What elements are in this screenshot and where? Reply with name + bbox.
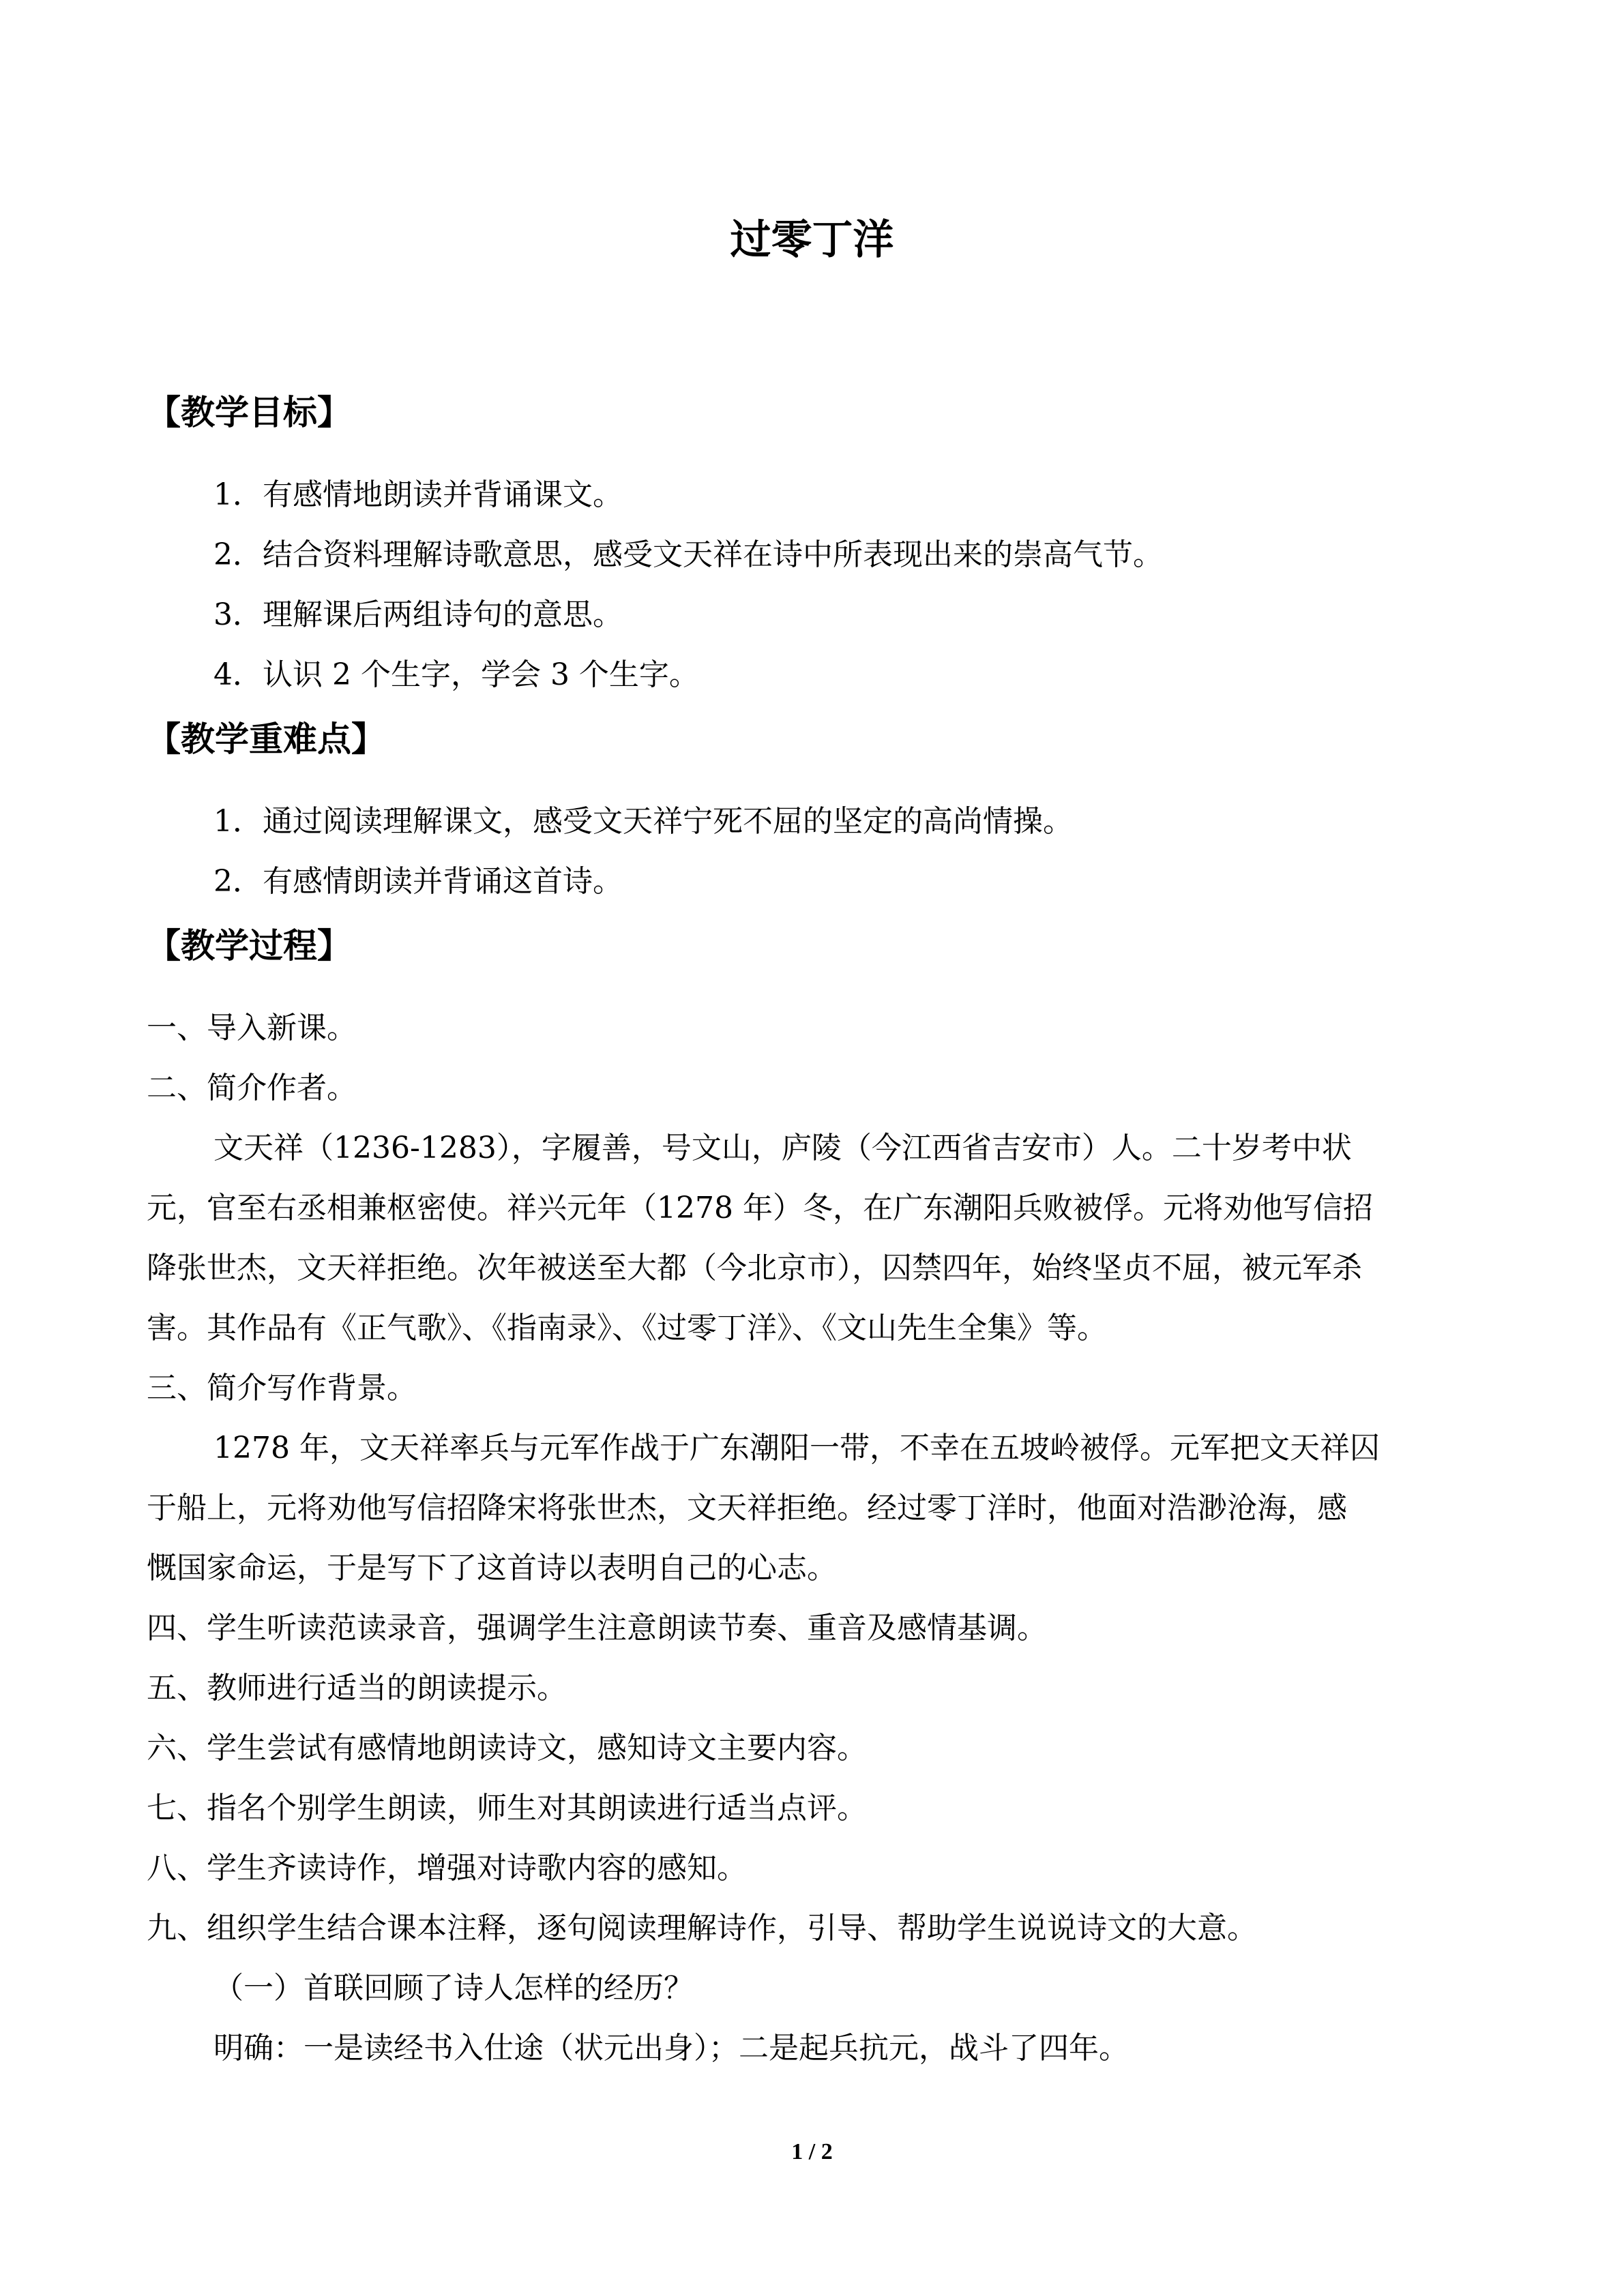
process-paragraph-line: 1278 年，文天祥率兵与元军作战于广东潮阳一带，不幸在五坡岭被俘。元军把文天祥囚 — [213, 1431, 1380, 1465]
objective-item: 2．结合资料理解诗歌意思，感受文天祥在诗中所表现出来的崇高气节。 — [213, 537, 1163, 572]
process-step: 六、学生尝试有感情地朗读诗文，感知诗文主要内容。 — [147, 1731, 867, 1765]
process-step: 三、简介写作背景。 — [147, 1371, 417, 1405]
key-point-item: 1．通过阅读理解课文，感受文天祥宁死不屈的坚定的高尚情操。 — [213, 804, 1073, 839]
key-point-item: 2．有感情朗读并背诵这首诗。 — [213, 864, 623, 899]
section-heading-key-points: 【教学重难点】 — [147, 719, 385, 759]
process-paragraph-line: 文天祥（1236-1283），字履善，号文山，庐陵（今江西省吉安市）人。二十岁考中状 — [213, 1131, 1352, 1165]
process-step: 五、教师进行适当的朗读提示。 — [147, 1671, 567, 1705]
process-paragraph-line: 降张世杰，文天祥拒绝。次年被送至大都（今北京市），囚禁四年，始终坚贞不屈，被元军杀 — [147, 1251, 1362, 1285]
objective-item: 4．认识 2 个生字，学会 3 个生字。 — [213, 657, 699, 692]
process-answer: 明确：一是读经书入仕途（状元出身）；二是起兵抗元，战斗了四年。 — [213, 2031, 1129, 2066]
process-step: 九、组织学生结合课本注释，逐句阅读理解诗作，引导、帮助学生说说诗文的大意。 — [147, 1911, 1257, 1945]
process-step: 八、学生齐读诗作，增强对诗歌内容的感知。 — [147, 1851, 747, 1885]
section-heading-objectives: 【教学目标】 — [147, 393, 351, 432]
objective-item: 3．理解课后两组诗句的意思。 — [213, 597, 623, 632]
page-number: 1 / 2 — [791, 2139, 833, 2164]
process-paragraph-line: 元，官至右丞相兼枢密使。祥兴元年（1278 年）冬，在广东潮阳兵败被俘。元将劝他写信招 — [147, 1191, 1373, 1225]
process-paragraph-line: 慨国家命运，于是写下了这首诗以表明自己的心志。 — [147, 1551, 837, 1585]
process-question: （一）首联回顾了诗人怎样的经历？ — [213, 1971, 694, 2006]
process-step: 二、简介作者。 — [147, 1071, 357, 1105]
page-title: 过零丁洋 — [730, 216, 894, 264]
process-paragraph-line: 于船上，元将劝他写信招降宋将张世杰，文天祥拒绝。经过零丁洋时，他面对浩渺沧海，感 — [147, 1491, 1347, 1525]
section-heading-process: 【教学过程】 — [147, 926, 351, 966]
process-step: 一、导入新课。 — [147, 1011, 357, 1045]
objective-item: 1．有感情地朗读并背诵课文。 — [213, 477, 623, 512]
process-step: 四、学生听读范读录音，强调学生注意朗读节奏、重音及感情基调。 — [147, 1611, 1047, 1645]
process-paragraph-line: 害。其作品有《正气歌》、《指南录》、《过零丁洋》、《文山先生全集》等。 — [147, 1311, 1107, 1345]
process-step: 七、指名个别学生朗读，师生对其朗读进行适当点评。 — [147, 1791, 867, 1825]
